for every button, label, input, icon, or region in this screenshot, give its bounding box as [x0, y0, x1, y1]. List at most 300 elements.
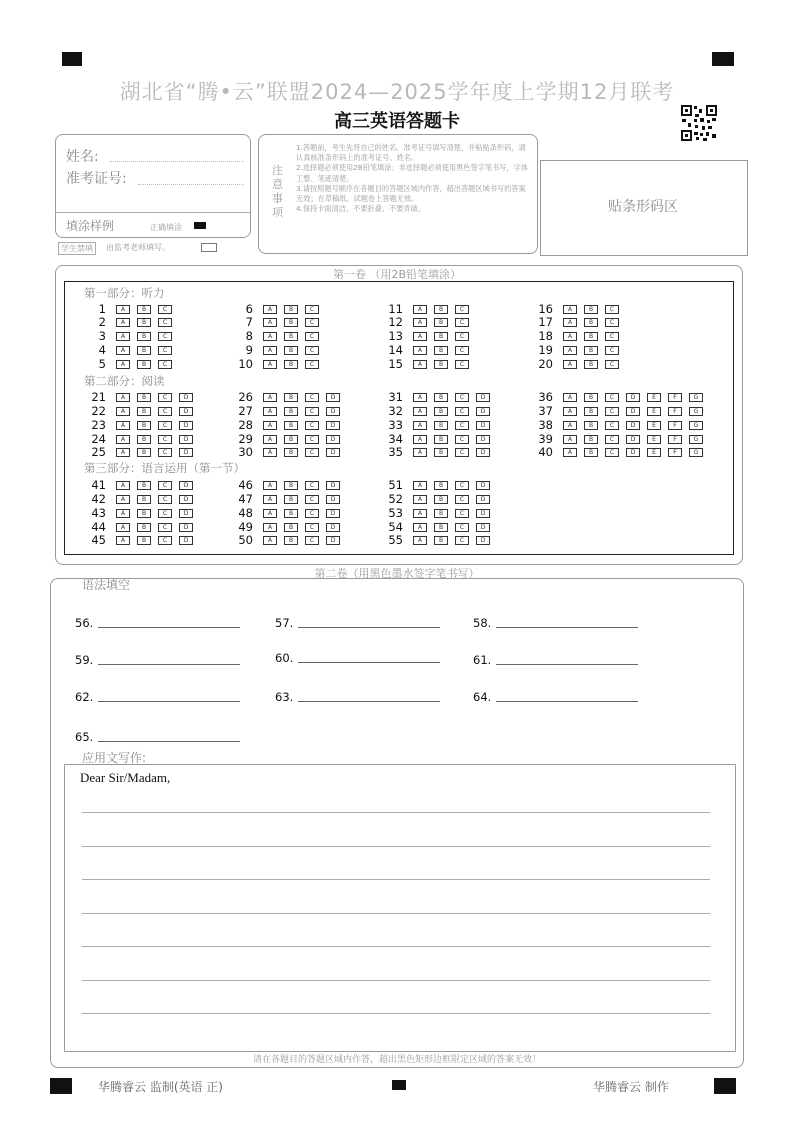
fill-item-number: 60. [275, 651, 294, 665]
question-number: 52 [388, 492, 403, 506]
writing-line[interactable] [82, 1013, 710, 1014]
part3-label: 第三部分：语言运用（第一节） [84, 461, 245, 475]
answer-bubble[interactable]: B [434, 435, 448, 444]
question-number: 28 [238, 418, 253, 432]
answer-bubble[interactable]: D [326, 523, 340, 532]
question-number: 23 [91, 418, 106, 432]
note-item: 2.选择题必须使用2B铅笔填涂；非选择题必须使用黑色签字笔书写，字体工整、笔迹清楚。 [296, 163, 528, 183]
answer-bubble[interactable]: F [668, 448, 682, 457]
answer-bubble[interactable]: C [305, 509, 319, 518]
answer-bubble[interactable]: A [263, 305, 277, 314]
answer-bubble[interactable]: A [263, 509, 277, 518]
answer-bubble[interactable]: B [584, 332, 598, 341]
fill-answer-line[interactable] [98, 664, 240, 665]
answer-bubble[interactable]: C [455, 407, 469, 416]
answer-bubble[interactable]: C [455, 495, 469, 504]
answer-bubble[interactable]: C [158, 407, 172, 416]
question-number: 27 [238, 404, 253, 418]
answer-bubble[interactable]: G [689, 407, 703, 416]
answer-bubble[interactable]: B [284, 346, 298, 355]
exam-id-label: 准考证号: [66, 171, 127, 187]
answer-bubble[interactable]: B [584, 360, 598, 369]
answer-bubble[interactable]: D [326, 481, 340, 490]
answer-bubble[interactable]: A [263, 332, 277, 341]
answer-bubble[interactable]: A [116, 523, 130, 532]
question-number: 7 [245, 315, 253, 329]
name-label: 姓名: [66, 149, 99, 165]
answer-bubble[interactable]: C [158, 536, 172, 545]
answer-bubble[interactable]: A [116, 421, 130, 430]
answer-bubble[interactable]: C [605, 393, 619, 402]
answer-bubble[interactable]: G [689, 393, 703, 402]
answer-bubble[interactable]: D [326, 393, 340, 402]
answer-bubble[interactable]: A [116, 448, 130, 457]
question-number: 16 [538, 302, 553, 316]
answer-bubble[interactable]: D [326, 509, 340, 518]
answer-bubble[interactable]: B [584, 435, 598, 444]
answer-bubble[interactable]: B [584, 305, 598, 314]
answer-bubble[interactable]: D [179, 393, 193, 402]
answer-bubble[interactable]: C [158, 448, 172, 457]
answer-bubble[interactable]: B [584, 421, 598, 430]
answer-bubble[interactable]: B [284, 495, 298, 504]
answer-bubble[interactable]: B [434, 393, 448, 402]
answer-bubble[interactable]: A [116, 536, 130, 545]
answer-bubble[interactable]: A [263, 318, 277, 327]
answer-bubble[interactable]: A [563, 318, 577, 327]
answer-bubble[interactable]: D [326, 435, 340, 444]
question-number: 13 [388, 329, 403, 343]
answer-bubble[interactable]: B [434, 481, 448, 490]
answer-bubble[interactable]: D [326, 407, 340, 416]
answer-bubble[interactable]: C [158, 346, 172, 355]
answer-bubble[interactable]: C [305, 407, 319, 416]
answer-bubble[interactable]: C [158, 332, 172, 341]
answer-bubble[interactable]: B [434, 509, 448, 518]
answer-bubble[interactable]: D [179, 435, 193, 444]
answer-bubble[interactable]: C [305, 536, 319, 545]
answer-bubble[interactable]: D [179, 495, 193, 504]
answer-bubble[interactable]: B [284, 536, 298, 545]
answer-bubble[interactable]: A [263, 448, 277, 457]
answer-bubble[interactable]: C [605, 332, 619, 341]
answer-bubble[interactable]: B [137, 448, 151, 457]
section2-title: 第二卷（用黑色墨水签字笔书写） [314, 567, 480, 580]
answer-bubble[interactable]: B [434, 360, 448, 369]
answer-bubble[interactable]: G [689, 435, 703, 444]
answer-bubble[interactable]: D [476, 523, 490, 532]
fill-item-number: 59. [75, 653, 94, 667]
question-number: 2 [98, 315, 106, 329]
answer-bubble[interactable]: B [434, 523, 448, 532]
answer-bubble[interactable]: B [284, 421, 298, 430]
answer-bubble[interactable]: B [284, 509, 298, 518]
answer-bubble[interactable]: B [284, 305, 298, 314]
answer-bubble[interactable]: A [116, 305, 130, 314]
answer-bubble[interactable]: C [455, 332, 469, 341]
answer-bubble[interactable]: A [413, 318, 427, 327]
question-number: 39 [538, 432, 553, 446]
answer-bubble[interactable]: D [179, 536, 193, 545]
answer-bubble[interactable]: B [434, 495, 448, 504]
answer-bubble[interactable]: D [179, 481, 193, 490]
answer-bubble[interactable]: A [563, 407, 577, 416]
answer-bubble[interactable]: B [434, 421, 448, 430]
answer-bubble[interactable]: A [116, 360, 130, 369]
answer-bubble[interactable]: A [563, 305, 577, 314]
correct-fill-label: 正确填涂 [150, 223, 182, 232]
answer-bubble[interactable]: A [413, 393, 427, 402]
question-number: 32 [388, 404, 403, 418]
answer-bubble[interactable]: A [413, 495, 427, 504]
answer-bubble[interactable]: C [305, 481, 319, 490]
answer-bubble[interactable]: D [476, 536, 490, 545]
question-number: 1 [98, 302, 106, 316]
answer-bubble[interactable]: A [116, 509, 130, 518]
answer-bubble[interactable]: C [605, 318, 619, 327]
answer-bubble[interactable]: G [689, 421, 703, 430]
answer-bubble[interactable]: D [476, 481, 490, 490]
answer-bubble[interactable]: C [158, 495, 172, 504]
answer-bubble[interactable]: C [158, 318, 172, 327]
answer-bubble[interactable]: A [116, 435, 130, 444]
answer-bubble[interactable]: B [434, 407, 448, 416]
answer-bubble[interactable]: B [584, 448, 598, 457]
answer-bubble[interactable]: F [668, 407, 682, 416]
answer-bubble[interactable]: B [284, 435, 298, 444]
fill-item-number: 61. [473, 653, 492, 667]
answer-bubble[interactable]: A [563, 360, 577, 369]
answer-bubble[interactable]: D [326, 421, 340, 430]
exam-id-field[interactable] [138, 183, 244, 185]
fill-answer-line[interactable] [298, 701, 440, 702]
answer-bubble[interactable]: B [284, 360, 298, 369]
fill-answer-line[interactable] [98, 741, 240, 742]
answer-bubble[interactable]: B [137, 318, 151, 327]
footer-notice: 请在各题目的答题区域内作答，超出黑色矩形边框限定区域的答案无效！ [252, 1055, 541, 1065]
answer-bubble[interactable]: E [647, 407, 661, 416]
answer-bubble[interactable]: A [263, 495, 277, 504]
answer-bubble[interactable]: A [413, 360, 427, 369]
writing-line[interactable] [82, 980, 710, 981]
answer-bubble[interactable]: B [584, 407, 598, 416]
answer-bubble[interactable]: B [137, 509, 151, 518]
answer-bubble[interactable]: A [263, 421, 277, 430]
answer-bubble[interactable]: B [434, 332, 448, 341]
answer-bubble[interactable]: D [476, 509, 490, 518]
answer-bubble[interactable]: C [455, 346, 469, 355]
answer-bubble[interactable]: C [455, 523, 469, 532]
fill-answer-line[interactable] [98, 701, 240, 702]
question-number: 30 [238, 445, 253, 459]
question-number: 21 [91, 390, 106, 404]
absent-checkbox[interactable] [201, 243, 217, 252]
answer-bubble[interactable]: A [116, 346, 130, 355]
answer-bubble[interactable]: D [626, 421, 640, 430]
answer-bubble[interactable]: B [584, 346, 598, 355]
answer-bubble[interactable]: B [137, 435, 151, 444]
answer-bubble[interactable]: D [326, 536, 340, 545]
answer-bubble[interactable]: C [158, 509, 172, 518]
question-number: 9 [245, 343, 253, 357]
answer-bubble[interactable]: B [137, 495, 151, 504]
question-number: 33 [388, 418, 403, 432]
part1-label: 第一部分：听力 [84, 286, 165, 300]
answer-bubble[interactable]: A [263, 393, 277, 402]
answer-bubble[interactable]: D [626, 448, 640, 457]
answer-bubble[interactable]: B [284, 481, 298, 490]
answer-bubble[interactable]: C [158, 523, 172, 532]
question-number: 38 [538, 418, 553, 432]
answer-bubble[interactable]: D [326, 448, 340, 457]
answer-bubble[interactable]: C [305, 448, 319, 457]
answer-bubble[interactable]: A [413, 509, 427, 518]
answer-bubble[interactable]: B [284, 407, 298, 416]
name-field[interactable] [110, 160, 244, 162]
question-number: 55 [388, 533, 403, 547]
answer-bubble[interactable]: A [263, 435, 277, 444]
answer-bubble[interactable]: A [413, 346, 427, 355]
answer-bubble[interactable]: C [305, 495, 319, 504]
answer-bubble[interactable]: C [455, 481, 469, 490]
writing-line[interactable] [82, 846, 710, 847]
answer-bubble[interactable]: D [626, 407, 640, 416]
answer-bubble[interactable]: B [284, 393, 298, 402]
fill-answer-line[interactable] [496, 701, 638, 702]
answer-bubble[interactable]: C [605, 305, 619, 314]
answer-bubble[interactable]: C [305, 393, 319, 402]
answer-bubble[interactable]: E [647, 435, 661, 444]
answer-bubble[interactable]: D [476, 448, 490, 457]
grammar-title: 语法填空 [82, 578, 131, 592]
answer-bubble[interactable]: B [434, 448, 448, 457]
answer-bubble[interactable]: D [626, 435, 640, 444]
answer-bubble[interactable]: A [116, 495, 130, 504]
answer-bubble[interactable]: D [179, 407, 193, 416]
answer-bubble[interactable]: A [116, 481, 130, 490]
writing-line[interactable] [82, 913, 710, 914]
answer-bubble[interactable]: D [476, 495, 490, 504]
answer-bubble[interactable]: B [137, 407, 151, 416]
answer-bubble[interactable]: C [305, 346, 319, 355]
answer-bubble[interactable]: A [116, 318, 130, 327]
answer-bubble[interactable]: C [305, 435, 319, 444]
fill-sample-label: 填涂样例 [66, 219, 115, 233]
question-number: 18 [538, 329, 553, 343]
answer-bubble[interactable]: A [413, 536, 427, 545]
question-number: 4 [98, 343, 106, 357]
answer-bubble[interactable]: C [455, 318, 469, 327]
answer-bubble[interactable]: B [137, 523, 151, 532]
answer-bubble[interactable]: C [305, 332, 319, 341]
fill-answer-line[interactable] [298, 662, 440, 663]
footer-left: 华腾睿云 监制(英语 正) [98, 1080, 223, 1094]
answer-bubble[interactable]: B [434, 305, 448, 314]
writing-line[interactable] [82, 946, 710, 947]
registration-mark-top-right [712, 52, 734, 66]
answer-bubble[interactable]: B [584, 393, 598, 402]
answer-bubble[interactable]: B [284, 318, 298, 327]
note-item: 3.请按照题号顺序在各题目的答题区域内作答，超出答题区域书写的答案无效；在草稿纸、试题卷上答题无效。 [296, 183, 526, 204]
answer-bubble[interactable]: C [158, 481, 172, 490]
footer-right: 华腾睿云 制作 [593, 1080, 669, 1094]
answer-bubble[interactable]: A [413, 435, 427, 444]
answer-bubble[interactable]: C [605, 435, 619, 444]
answer-bubble[interactable]: B [137, 305, 151, 314]
answer-bubble[interactable]: C [605, 360, 619, 369]
question-number: 6 [245, 302, 253, 316]
answer-bubble[interactable]: B [284, 523, 298, 532]
question-number: 20 [538, 357, 553, 371]
writing-line[interactable] [82, 879, 710, 880]
answer-bubble[interactable]: A [263, 407, 277, 416]
answer-bubble[interactable]: C [305, 523, 319, 532]
question-number: 14 [388, 343, 403, 357]
answer-bubble[interactable]: B [137, 332, 151, 341]
answer-bubble[interactable]: B [284, 332, 298, 341]
answer-bubble[interactable]: B [137, 421, 151, 430]
absent-note: 由监考老师填写。 [106, 243, 170, 252]
question-number: 51 [388, 478, 403, 492]
question-number: 11 [388, 302, 403, 316]
answer-bubble[interactable]: C [305, 318, 319, 327]
answer-bubble[interactable]: D [476, 393, 490, 402]
answer-bubble[interactable]: C [305, 305, 319, 314]
question-number: 29 [238, 432, 253, 446]
notes-list [296, 143, 528, 214]
note-item: 1.答题前，考生先将自己的姓名、准考证号填写清楚，并粘贴条形码，请认真核准条形码上的准考证号、姓名。 [296, 143, 526, 163]
answer-bubble[interactable]: B [137, 393, 151, 402]
writing-box [64, 764, 736, 1052]
answer-bubble[interactable]: B [137, 481, 151, 490]
answer-bubble[interactable]: A [263, 481, 277, 490]
answer-bubble[interactable]: C [605, 346, 619, 355]
question-number: 8 [245, 329, 253, 343]
answer-bubble[interactable]: C [158, 421, 172, 430]
answer-bubble[interactable]: C [455, 435, 469, 444]
answer-bubble[interactable]: B [434, 536, 448, 545]
answer-bubble[interactable]: A [263, 523, 277, 532]
answer-bubble[interactable]: C [455, 393, 469, 402]
answer-bubble[interactable]: A [116, 407, 130, 416]
answer-bubble[interactable]: A [413, 305, 427, 314]
answer-bubble[interactable]: A [413, 407, 427, 416]
question-number: 5 [98, 357, 106, 371]
question-number: 40 [538, 445, 553, 459]
question-number: 36 [538, 390, 553, 404]
question-number: 34 [388, 432, 403, 446]
answer-bubble[interactable]: A [563, 448, 577, 457]
answer-bubble[interactable]: B [434, 346, 448, 355]
answer-bubble[interactable]: A [563, 332, 577, 341]
answer-bubble[interactable]: D [179, 421, 193, 430]
answer-bubble[interactable]: C [158, 360, 172, 369]
question-number: 15 [388, 357, 403, 371]
answer-bubble[interactable]: B [137, 536, 151, 545]
answer-bubble[interactable]: F [668, 435, 682, 444]
answer-card-title: 高三英语答题卡 [334, 111, 460, 132]
answer-bubble[interactable]: C [605, 448, 619, 457]
answer-bubble[interactable]: A [563, 346, 577, 355]
answer-bubble[interactable]: C [455, 448, 469, 457]
answer-bubble[interactable]: E [647, 393, 661, 402]
answer-bubble[interactable]: B [434, 318, 448, 327]
registration-mark-bottom-left [50, 1078, 72, 1094]
answer-bubble[interactable]: A [413, 421, 427, 430]
answer-bubble[interactable]: A [413, 523, 427, 532]
fill-item-number: 65. [75, 730, 94, 744]
notes-title: 注意事项 [272, 164, 283, 219]
question-number: 54 [388, 520, 403, 534]
answer-bubble[interactable]: C [455, 421, 469, 430]
answer-bubble[interactable]: A [116, 332, 130, 341]
answer-bubble[interactable]: D [179, 523, 193, 532]
fill-answer-line[interactable] [496, 664, 638, 665]
answer-bubble[interactable]: C [305, 360, 319, 369]
answer-bubble[interactable]: E [647, 421, 661, 430]
answer-bubble[interactable]: B [137, 346, 151, 355]
answer-bubble[interactable]: D [626, 393, 640, 402]
answer-bubble[interactable]: D [476, 421, 490, 430]
answer-bubble[interactable]: F [668, 421, 682, 430]
answer-bubble[interactable]: D [476, 435, 490, 444]
fill-item-number: 63. [275, 690, 294, 704]
answer-bubble[interactable]: A [563, 393, 577, 402]
fill-answer-line[interactable] [98, 627, 240, 628]
answer-bubble[interactable]: D [326, 495, 340, 504]
answer-bubble[interactable]: D [179, 509, 193, 518]
barcode-label: 贴条形码区 [608, 199, 678, 215]
answer-bubble[interactable]: C [455, 509, 469, 518]
question-number: 41 [91, 478, 106, 492]
question-number: 12 [388, 315, 403, 329]
answer-bubble[interactable]: D [179, 448, 193, 457]
answer-bubble[interactable]: A [413, 448, 427, 457]
question-number: 22 [91, 404, 106, 418]
answer-bubble[interactable]: A [413, 481, 427, 490]
answer-bubble[interactable]: A [116, 393, 130, 402]
answer-bubble[interactable]: A [563, 435, 577, 444]
question-number: 43 [91, 506, 106, 520]
answer-bubble[interactable]: C [455, 305, 469, 314]
answer-bubble[interactable]: C [158, 393, 172, 402]
answer-bubble[interactable]: B [137, 360, 151, 369]
answer-bubble[interactable]: A [263, 360, 277, 369]
writing-line[interactable] [82, 812, 710, 813]
answer-bubble[interactable]: B [584, 318, 598, 327]
answer-bubble[interactable]: C [455, 536, 469, 545]
answer-bubble[interactable]: A [263, 536, 277, 545]
fill-item-number: 57. [275, 616, 294, 630]
answer-bubble[interactable]: C [605, 421, 619, 430]
answer-bubble[interactable]: A [563, 421, 577, 430]
part2-label: 第二部分：阅读 [84, 374, 165, 388]
answer-bubble[interactable]: C [305, 421, 319, 430]
answer-bubble[interactable]: C [158, 435, 172, 444]
fill-answer-line[interactable] [496, 627, 638, 628]
answer-bubble[interactable]: C [455, 360, 469, 369]
answer-bubble[interactable]: A [413, 332, 427, 341]
answer-bubble[interactable]: E [647, 448, 661, 457]
answer-bubble[interactable]: G [689, 448, 703, 457]
answer-bubble[interactable]: C [605, 407, 619, 416]
answer-bubble[interactable]: D [476, 407, 490, 416]
answer-bubble[interactable]: B [284, 448, 298, 457]
answer-bubble[interactable]: F [668, 393, 682, 402]
answer-bubble[interactable]: A [263, 346, 277, 355]
fill-answer-line[interactable] [298, 627, 440, 628]
answer-bubble[interactable]: C [158, 305, 172, 314]
